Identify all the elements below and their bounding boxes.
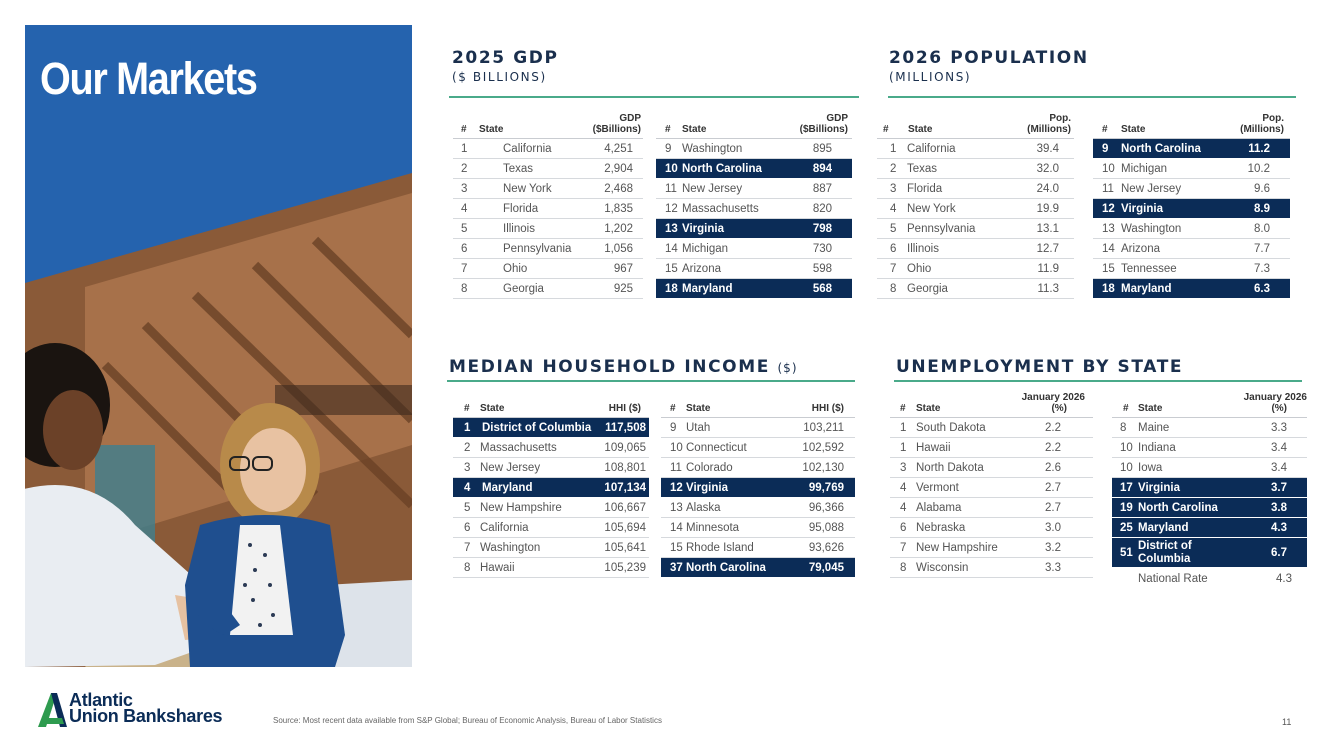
rank-cell: 1 [900,422,907,434]
rank-cell: 2 [890,163,897,175]
state-cell: Ohio [503,263,528,275]
state-cell: District of Columbia [482,422,592,434]
state-cell: Michigan [1121,163,1168,175]
rank-cell: 51 [1120,547,1133,559]
state-cell: Hawaii [916,442,951,454]
state-cell: Connecticut [686,442,747,454]
income-divider [447,380,855,382]
rank-cell: 12 [1102,203,1115,215]
state-cell: Arizona [682,263,721,275]
value-cell: 7.7 [1254,243,1270,255]
rank-cell: 10 [1102,163,1115,175]
value-cell: 11.9 [1037,263,1059,275]
state-cell: Maryland [482,482,533,494]
value-cell: 12.7 [1036,243,1059,255]
state-cell: Maryland [1138,522,1189,534]
state-cell: Michigan [682,243,729,255]
state-cell: Ohio [907,263,932,275]
value-cell: 108,801 [604,462,646,474]
table-row [890,478,1093,498]
table-row [877,279,1074,299]
rank-cell: 14 [1102,243,1115,255]
rank-cell: 8 [464,562,471,574]
table-row [1093,159,1290,179]
value-cell: 1,202 [604,223,633,235]
rank-cell: 10 [665,163,678,175]
state-cell: Virginia [1138,482,1180,494]
table-row [1093,139,1290,159]
value-cell: 2.7 [1045,502,1061,514]
state-cell: Maryland [682,283,733,295]
rank-cell: 13 [1102,223,1115,235]
value-cell: 3.4 [1271,442,1287,454]
table-row [890,498,1093,518]
rank-cell: 7 [900,542,907,554]
table-row [453,538,649,558]
state-cell: Pennsylvania [907,223,976,235]
state-cell: New York [907,203,956,215]
rank-cell: 14 [670,522,683,534]
table-row [661,418,855,438]
state-cell: Nebraska [916,522,966,534]
table-row [890,538,1093,558]
table-row [1112,498,1307,518]
hero-panel [25,25,412,667]
value-cell: 2.6 [1045,462,1061,474]
rank-cell: 8 [1120,422,1127,434]
rank-cell: 37 [670,562,683,574]
table-row [656,139,852,159]
state-cell: Virginia [682,223,724,235]
value-cell: 3.3 [1271,422,1287,434]
table-row [1093,179,1290,199]
state-cell: New York [503,183,552,195]
value-cell: 95,088 [808,522,844,534]
rank-cell: 6 [464,522,471,534]
rank-cell: 8 [900,562,907,574]
rank-cell: 10 [1120,462,1133,474]
value-cell: 8.0 [1254,223,1270,235]
table-row [453,219,643,239]
rank-cell: 13 [670,502,683,514]
rank-cell: 9 [665,143,672,155]
state-cell: North Carolina [686,562,766,574]
value-cell: 4,251 [604,143,633,155]
table-row [661,458,855,478]
table-row [656,199,852,219]
table-row [890,558,1093,578]
table-row [656,279,852,299]
population-divider [888,96,1296,98]
table-row [453,179,643,199]
table-row [453,239,643,259]
rank-cell: 4 [900,482,907,494]
population-subtitle: (MILLIONS) [889,70,972,84]
value-cell: 2.2 [1045,442,1061,454]
value-cell: 79,045 [808,562,844,574]
table-row [453,558,649,578]
table-row [453,478,649,498]
value-cell: 598 [812,263,832,275]
state-cell: Pennsylvania [503,243,572,255]
table-row [877,179,1074,199]
value-cell: 1,056 [604,243,633,255]
value-cell: 8.9 [1254,203,1270,215]
state-cell: Washington [480,542,541,554]
income-title: MEDIAN HOUSEHOLD INCOME ($) [449,357,798,377]
state-cell: North Carolina [1138,502,1218,514]
state-cell: Texas [503,163,534,175]
unemployment-table-left: # State January 2026 (%) 1 South Dakota 2.2 1 Hawaii 2.2 3 North Dakota 2.6 4 Vermont 2.7 4 Alabama 2.7 6 Nebraska 3.0 7 New Hampshire 3.2 8 Wisconsin 3.3 [890,390,1093,578]
table-row [453,159,643,179]
table-row [453,259,643,279]
state-cell: Maryland [1121,283,1172,295]
value-cell: 11.3 [1037,283,1059,295]
table-row [877,199,1074,219]
rank-cell: 5 [461,223,468,235]
income-table-right: # State HHI ($) 9 Utah 103,211 10 Connecticut 102,592 11 Colorado 102,130 12 Virginia 99,769 13 Alaska 96,366 14 Minnesota 95,088 15 Rhode Island 93,626 37 North Carolina 79,045 [661,398,855,578]
value-cell: 9.6 [1254,183,1270,195]
table-row [1112,518,1307,538]
rank-cell: 7 [464,542,471,554]
state-cell: Washington [682,143,743,155]
value-cell: 105,694 [604,522,646,534]
state-cell: Arizona [1121,243,1160,255]
value-cell: 1,835 [604,203,633,215]
value-cell: 3.7 [1271,482,1287,494]
state-cell: Rhode Island [686,542,754,554]
state-cell: Texas [907,163,938,175]
table-row [661,538,855,558]
value-cell: 2,468 [604,183,633,195]
table-row [1093,279,1290,299]
value-cell: 105,641 [604,542,646,554]
table-row [661,498,855,518]
rank-cell: 19 [1120,502,1133,514]
rank-cell: 3 [464,462,471,474]
table-row [661,438,855,458]
state-cell: District of Columbia [1138,540,1192,565]
rank-cell: 11 [670,462,682,474]
rank-cell: 14 [665,243,678,255]
rank-cell: 2 [464,442,471,454]
rank-cell: 12 [665,203,678,215]
state-cell: Iowa [1138,462,1163,474]
value-cell: 2.7 [1045,482,1061,494]
state-cell: New Jersey [682,183,743,195]
value-cell: 6.7 [1271,547,1287,559]
rank-cell: 4 [900,502,907,514]
table-row [1112,478,1307,498]
table-row [453,199,643,219]
state-cell: Alabama [916,502,962,514]
rank-cell: 4 [890,203,897,215]
rank-cell: 3 [461,183,468,195]
gdp-table-right: # State GDP ($Billions) 9 Washington 895 10 North Carolina 894 11 New Jersey 887 12 Massachusetts 820 13 Virginia 798 14 Michigan 730 15 Arizona 598 18 Maryland 568 [656,110,852,299]
table-row [453,518,649,538]
value-cell: 4.3 [1271,522,1287,534]
state-cell: Massachusetts [480,442,557,454]
rank-cell: 1 [464,422,471,434]
rank-cell: 7 [890,263,897,275]
hero-photo [25,25,412,667]
source-note: Source: Most recent data available from S&P Global; Bureau of Economic Analysis, Bureau of Labor Statistics [273,716,662,725]
table-row [890,418,1093,438]
page-number: 11 [1282,717,1292,727]
state-cell: South Dakota [916,422,986,434]
page-title: Our Markets [40,53,257,104]
rank-cell: 12 [670,482,683,494]
value-cell: 7.3 [1254,263,1270,275]
rank-cell: 1 [461,143,468,155]
state-cell: Alaska [686,502,721,514]
population-table-left: # State Pop. (Millions) 1 California 39.4 2 Texas 32.0 3 Florida 24.0 4 New York 19.9 5 Pennsylvania 13.1 6 Illinois 12.7 7 Ohio 11.9 8 Georgia 11.3 [877,110,1074,299]
state-cell: North Carolina [1121,143,1201,155]
state-cell: Utah [686,422,711,434]
rank-cell: 18 [1102,283,1115,295]
rank-cell: 15 [670,542,683,554]
value-cell: 102,130 [802,462,844,474]
table-row [661,558,855,578]
table-row [1112,418,1307,438]
table-row [877,259,1074,279]
value-cell: 3.2 [1045,542,1061,554]
state-cell: California [480,522,529,534]
value-cell: 925 [613,283,633,295]
state-cell: New Hampshire [916,542,998,554]
state-cell: New Hampshire [480,502,562,514]
value-cell: 102,592 [802,442,844,454]
table-row [890,458,1093,478]
state-cell: Massachusetts [682,203,759,215]
value-cell: 117,508 [605,422,646,434]
value-cell: 32.0 [1036,163,1059,175]
state-cell: Minnesota [686,522,740,534]
state-cell: California [907,143,956,155]
gdp-divider [449,96,859,98]
gdp-table-left: # State GDP ($Billions) 1 California 4,251 2 Texas 2,904 3 New York 2,468 4 Florida 1,835 5 Illinois 1,202 6 Pennsylvania 1,056 7 Ohio 967 8 Georgia 925 [453,110,643,299]
value-cell: 730 [812,243,832,255]
table-row [453,498,649,518]
value-cell: 6.3 [1254,283,1270,295]
atlantic-union-logo-icon [38,690,68,730]
table-row [453,279,643,299]
rank-cell: 6 [900,522,907,534]
table-row [1093,259,1290,279]
value-cell: 2,904 [604,163,633,175]
value-cell: 895 [812,143,832,155]
value-cell: 93,626 [808,542,844,554]
table-row [890,438,1093,458]
rank-cell: 5 [890,223,897,235]
state-cell: Illinois [907,243,939,255]
state-cell: Maine [1138,422,1170,434]
rank-cell: 1 [900,442,907,454]
value-cell: 39.4 [1036,143,1059,155]
rank-cell: 18 [665,283,678,295]
table-row [453,458,649,478]
table-row [453,139,643,159]
value-cell: 3.3 [1045,562,1061,574]
value-cell: 24.0 [1036,183,1059,195]
state-cell: California [503,143,552,155]
value-cell: 106,667 [604,502,646,514]
rank-cell: 6 [890,243,897,255]
rank-cell: 8 [890,283,897,295]
value-cell: 19.9 [1036,203,1059,215]
state-cell: Georgia [907,283,948,295]
rank-cell: 11 [665,183,677,195]
state-cell: Florida [907,183,943,195]
rank-cell: 2 [461,163,468,175]
rank-cell: 17 [1120,482,1133,494]
rank-cell: 10 [670,442,683,454]
value-cell: 568 [812,283,832,295]
state-cell: New Jersey [480,462,541,474]
unemployment-divider [894,380,1302,382]
table-row [1112,458,1307,478]
rank-cell: 7 [461,263,468,275]
state-cell: Illinois [503,223,535,235]
rank-cell: 9 [670,422,677,434]
value-cell: 894 [812,163,832,175]
rank-cell: 15 [665,263,678,275]
state-cell: Colorado [686,462,733,474]
rank-cell: 6 [461,243,468,255]
table-row [453,418,649,438]
state-cell: Tennessee [1121,263,1177,275]
gdp-subtitle: ($ BILLIONS) [452,70,547,84]
rank-cell: 9 [1102,143,1109,155]
value-cell: 798 [812,223,832,235]
national-rate-row: National Rate 4.3 [1138,573,1292,585]
unemployment-title: UNEMPLOYMENT BY STATE [896,357,1184,377]
value-cell: 105,239 [604,562,646,574]
table-row [453,438,649,458]
state-cell: Florida [503,203,539,215]
value-cell: 967 [613,263,633,275]
table-row [877,159,1074,179]
state-cell: Virginia [1121,203,1163,215]
table-row [1093,239,1290,259]
value-cell: 13.1 [1036,223,1059,235]
unemployment-table-right: # State January 2026 (%) 8 Maine 3.3 10 Indiana 3.4 10 Iowa 3.4 17 Virginia 3.7 19 North Carolina 3.8 25 Maryland 4.3 51 District of Columbia 6.7 National Rate 4.3 [1112,390,1307,588]
value-cell: 3.8 [1271,502,1287,514]
rank-cell: 3 [890,183,897,195]
value-cell: 3.4 [1271,462,1287,474]
table-row [1093,199,1290,219]
table-row [1112,538,1307,568]
table-row [1112,438,1307,458]
table-row [656,239,852,259]
rank-cell: 1 [890,143,897,155]
state-cell: North Carolina [682,163,762,175]
table-row [877,139,1074,159]
rank-cell: 13 [665,223,678,235]
gdp-title: 2025 GDP [452,48,559,68]
state-cell: Indiana [1138,442,1176,454]
rank-cell: 3 [900,462,907,474]
rank-cell: 15 [1102,263,1115,275]
table-row [656,219,852,239]
state-cell: Georgia [503,283,544,295]
population-title: 2026 POPULATION [889,48,1089,68]
state-cell: Washington [1121,223,1182,235]
table-row [890,518,1093,538]
rank-cell: 8 [461,283,468,295]
value-cell: 109,065 [604,442,646,454]
rank-cell: 25 [1120,522,1133,534]
population-table-right: # State Pop. (Millions) 9 North Carolina 11.2 10 Michigan 10.2 11 New Jersey 9.6 12 Virginia 8.9 13 Washington 8.0 14 Arizona 7.7 15 Tennessee 7.3 18 Maryland 6.3 [1093,110,1290,299]
state-cell: Virginia [686,482,728,494]
value-cell: 96,366 [808,502,844,514]
logo-wordmark: Atlantic Union Bankshares [69,690,223,726]
table-row [877,239,1074,259]
table-row [877,219,1074,239]
state-cell: North Dakota [916,462,984,474]
state-cell: Wisconsin [916,562,969,574]
rank-cell: 5 [464,502,471,514]
value-cell: 820 [812,203,832,215]
state-cell: New Jersey [1121,183,1182,195]
rank-cell: 11 [1102,183,1114,195]
table-row [656,179,852,199]
table-row [656,159,852,179]
value-cell: 887 [812,183,832,195]
state-cell: Vermont [916,482,959,494]
table-row [656,259,852,279]
value-cell: 103,211 [803,422,844,434]
table-row [1093,219,1290,239]
value-cell: 10.2 [1247,163,1270,175]
income-table-left: # State HHI ($) 1 District of Columbia 117,508 2 Massachusetts 109,065 3 New Jersey 108,801 4 Maryland 107,134 5 New Hampshire 106,667 6 California 105,694 7 Washington 105,641 8 Hawaii 105,239 [453,398,649,578]
value-cell: 107,134 [604,482,646,494]
rank-cell: 4 [461,203,468,215]
table-row [661,478,855,498]
value-cell: 2.2 [1045,422,1061,434]
value-cell: 99,769 [808,482,844,494]
rank-cell: 10 [1120,442,1133,454]
value-cell: 3.0 [1045,522,1061,534]
table-row [661,518,855,538]
state-cell: Hawaii [480,562,515,574]
rank-cell: 4 [464,482,471,494]
value-cell: 11.2 [1248,143,1270,155]
